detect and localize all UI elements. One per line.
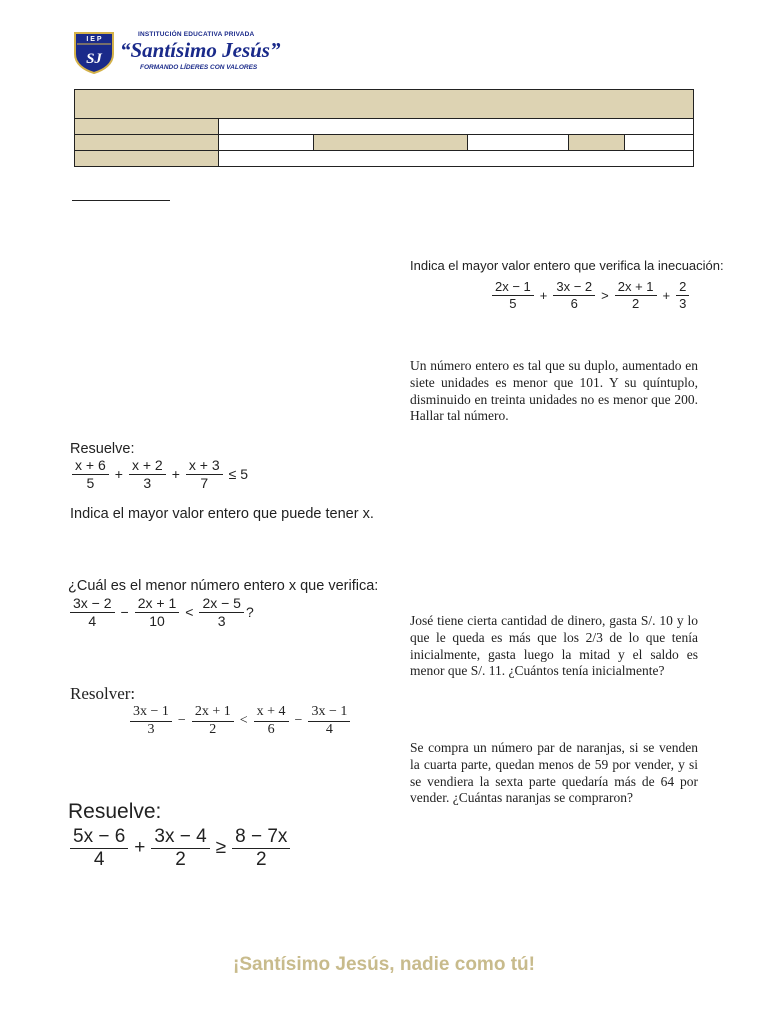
- problem-8-prompt: Resuelve:: [68, 800, 162, 823]
- fraction: $\frac{2x + 1}{2}$: [615, 280, 657, 310]
- problem-1-inequality: $\frac{2x - 1}{5}$ + $\frac{3x - 2}{6}$ > $\frac{2x + 1}{2}$ + $\frac{2}{3}$: [490, 280, 691, 310]
- fraction: $\frac{8 - 7x}{2}$: [232, 827, 290, 870]
- fraction: $\frac{2x + 1}{2}$: [192, 705, 234, 737]
- info-label-cell-5: [74, 150, 219, 167]
- info-label-cell-2: [74, 134, 219, 151]
- fraction: $\frac{x + 3}{7}$: [186, 458, 223, 490]
- fraction: $\frac{5x - 6}{4}$: [70, 827, 128, 870]
- info-label-cell-4: [568, 134, 625, 151]
- fraction: $\frac{2x - 5}{3}$: [199, 596, 244, 628]
- problem-3-prompt: Resuelve:: [70, 441, 135, 457]
- problem-7-text: Se compra un número par de naranjas, si se venden la cuarta parte, quedan menos de 59 por vender, y si se vendiera la sexta parte quedaría más de 64 por vender. ¿Cuántas naranjas se compraron?: [410, 740, 698, 806]
- crest-initials: SJ: [86, 51, 102, 67]
- institution-label: INSTITUCIÓN EDUCATIVA PRIVADA: [138, 31, 255, 38]
- fraction: $\frac{3x - 2}{6}$: [553, 280, 595, 310]
- info-label-cell-3: [313, 134, 468, 151]
- fraction: $\frac{3x - 2}{4}$: [70, 596, 115, 628]
- info-value-cell-3[interactable]: [467, 134, 569, 151]
- problem-2-text: Un número entero es tal que su duplo, aumentado en siete unidades es menor que 101. Y su quíntuplo, disminuido en treinta unidades no es menor que 200. Hallar tal número.: [410, 358, 698, 424]
- fraction: $\frac{2x - 1}{5}$: [492, 280, 534, 310]
- footer-slogan: ¡Santísimo Jesús, nadie como tú!: [233, 954, 535, 975]
- fraction: $\frac{x + 6}{5}$: [72, 458, 109, 490]
- problem-3-inequality: $\frac{x + 6}{5}$ + $\frac{x + 2}{3}$ + $\frac{x + 3}{7}$ ≤ 5: [70, 458, 252, 490]
- info-value-cell-4[interactable]: [624, 134, 694, 151]
- school-motto: FORMANDO LÍDERES CON VALORES: [140, 64, 258, 71]
- problem-8-inequality: $\frac{5x - 6}{4}$ + $\frac{3x - 4}{2}$ ≥ $\frac{8 - 7x}{2}$: [68, 827, 292, 870]
- school-name: “Santísimo Jesús”: [120, 38, 281, 62]
- info-header-row: [74, 89, 694, 119]
- title-underline: [72, 200, 170, 201]
- problem-6-inequality: $\frac{3x - 1}{3}$ − $\frac{2x + 1}{2}$ < $\frac{x + 4}{6}$ − $\frac{3x - 1}{4}$: [128, 705, 352, 737]
- fraction: $\frac{3x - 1}{4}$: [308, 705, 350, 737]
- problem-4-prompt: ¿Cuál es el menor número entero x que verifica:: [68, 578, 379, 594]
- crest-top-text: I E P: [86, 36, 102, 43]
- info-value-cell-2[interactable]: [218, 134, 314, 151]
- fraction: $\frac{x + 2}{3}$: [129, 458, 166, 490]
- school-crest: [72, 30, 116, 74]
- problem-3-question: Indica el mayor valor entero que puede tener x.: [70, 506, 374, 522]
- fraction: $\frac{2x + 1}{10}$: [135, 596, 180, 628]
- info-value-cell-1[interactable]: [218, 118, 694, 135]
- problem-6-prompt: Resolver:: [70, 684, 136, 703]
- fraction: $\frac{3x - 1}{3}$: [130, 705, 172, 737]
- problem-1-prompt: Indica el mayor valor entero que verifica la inecuación:: [410, 258, 724, 273]
- problem-5-text: José tiene cierta cantidad de dinero, gasta S/. 10 y lo que le queda es más que los 2/3 de lo que tenía inicialmente, gasta luego la mitad y el saldo es menor que S/. 11. ¿Cuántos tenía inicialmente?: [410, 613, 698, 679]
- fraction: $\frac{2}{3}$: [676, 280, 689, 310]
- info-label-cell-1: [74, 118, 219, 135]
- fraction: $\frac{3x - 4}{2}$: [151, 827, 209, 870]
- info-value-cell-5[interactable]: [218, 150, 694, 167]
- problem-4-inequality: $\frac{3x - 2}{4}$ − $\frac{2x + 1}{10}$ < $\frac{2x - 5}{3}$ ?: [68, 596, 254, 628]
- fraction: $\frac{x + 4}{6}$: [254, 705, 289, 737]
- info-table: [74, 89, 694, 167]
